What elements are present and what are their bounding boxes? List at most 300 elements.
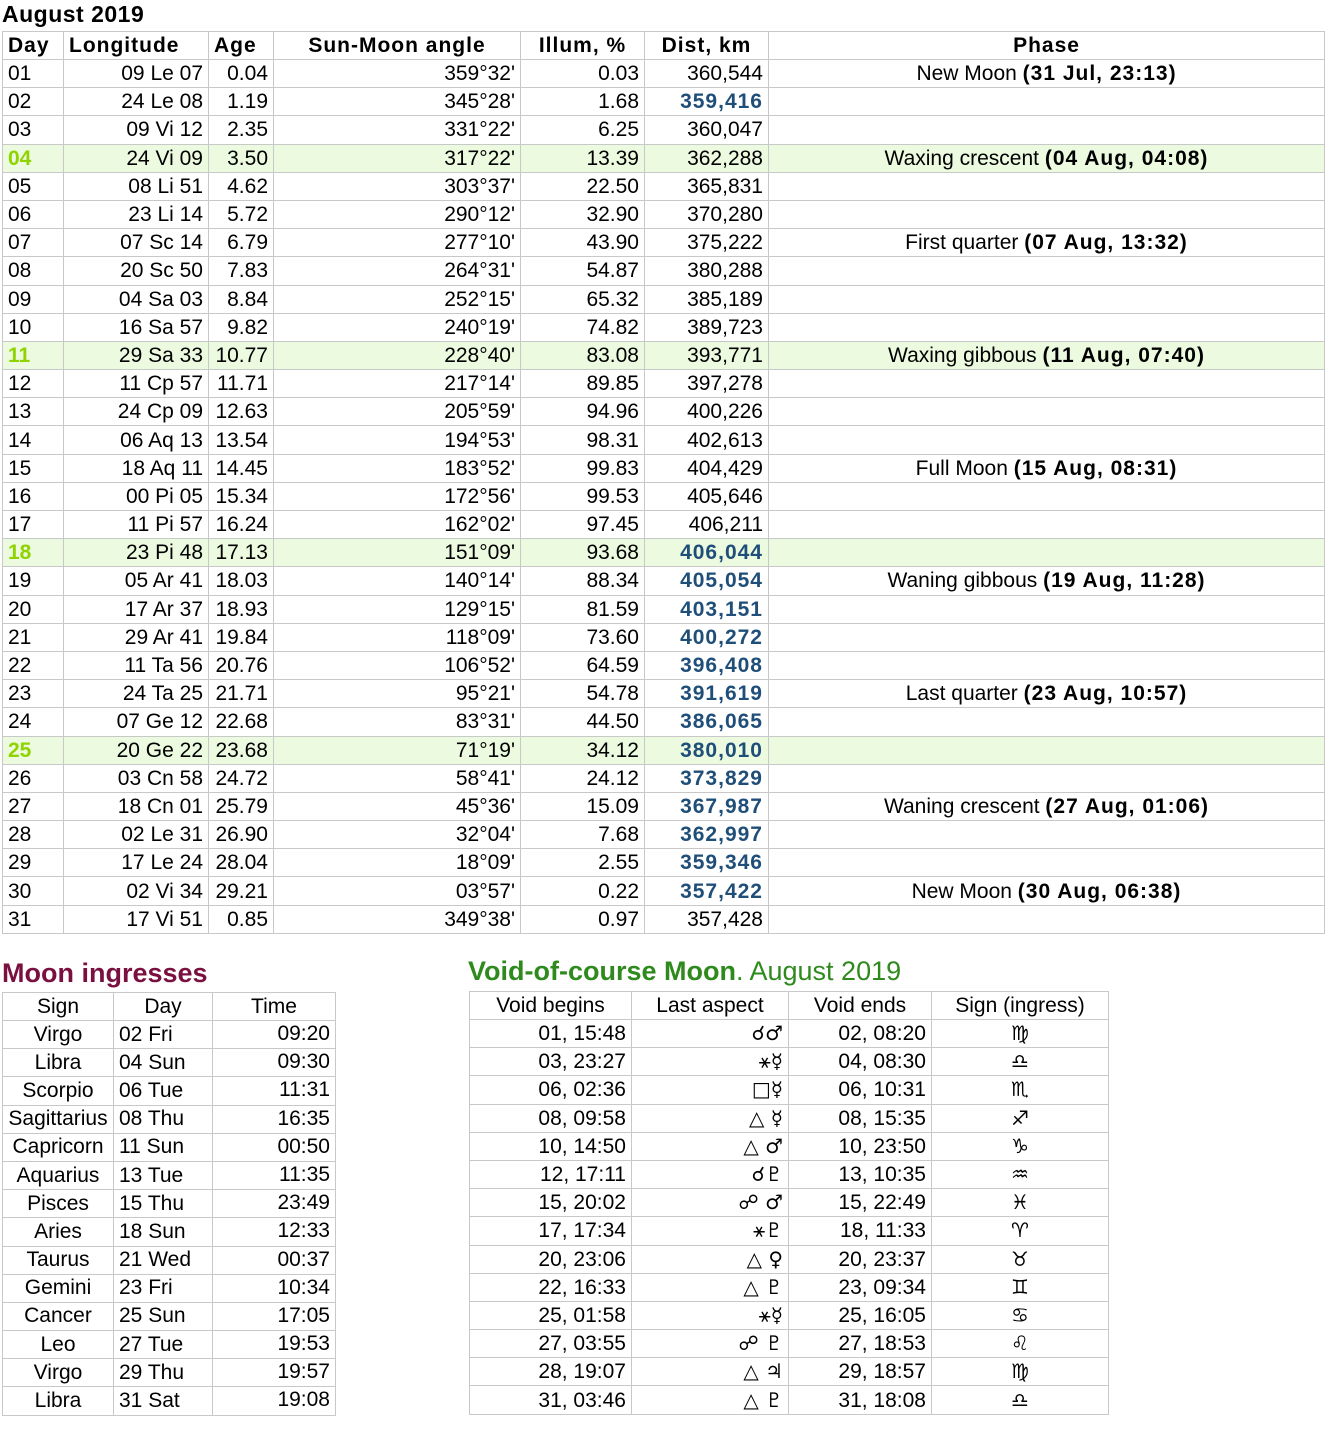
dist-cell (645, 426, 769, 454)
table-row (3, 482, 1325, 510)
ingress-sign-cell: Virgo (3, 1021, 114, 1049)
angle-cell: 18°09' (274, 849, 521, 877)
dist-value: 405,646 (687, 484, 763, 508)
dist-value: 380,288 (687, 259, 763, 283)
dist-cell (645, 454, 769, 482)
phase-name: Waning crescent (883, 794, 1046, 818)
illum-cell: 83.08 (521, 341, 645, 369)
sign-ingress-cell: ♏ (932, 1076, 1109, 1104)
illum-cell: 44.50 (521, 708, 645, 736)
dist-value: 396,408 (680, 654, 763, 678)
dist-value: 375,222 (687, 231, 763, 255)
void-begins-cell: 01, 15:48 (470, 1020, 632, 1048)
phase-cell (769, 144, 1325, 172)
ingress-time-cell: 09:30 (213, 1049, 336, 1077)
table-row (3, 229, 1325, 257)
longitude-cell: 04 Sa 03 (64, 285, 209, 313)
ingress-time-cell: 10:34 (213, 1274, 336, 1302)
phase-cell (769, 370, 1325, 398)
table-row (3, 511, 1325, 539)
table-row (3, 341, 1325, 369)
phase-cell (769, 116, 1325, 144)
table-row (3, 1246, 336, 1274)
phase-cell (769, 595, 1325, 623)
table-row (470, 1330, 1109, 1358)
longitude-cell: 24 Cp 09 (64, 398, 209, 426)
ingress-day-cell: 11 Sun (114, 1133, 213, 1161)
age-cell: 18.93 (209, 595, 274, 623)
void-ends-cell: 31, 18:08 (789, 1386, 932, 1414)
table-row (470, 1301, 1109, 1329)
dist-value: 365,831 (687, 174, 763, 198)
age-cell: 16.24 (209, 511, 274, 539)
illum-cell: 0.22 (521, 877, 645, 905)
angle-cell: 03°57' (274, 877, 521, 905)
table-row (470, 1132, 1109, 1160)
sign-ingress-cell: ♋ (932, 1301, 1109, 1329)
col-header-phase: Phase (769, 32, 1325, 60)
dist-value: 359,346 (680, 851, 763, 875)
last-aspect-cell: ☍ ♂ (632, 1189, 789, 1217)
void-begins-cell: 28, 19:07 (470, 1358, 632, 1386)
dist-value: 400,226 (687, 400, 763, 424)
longitude-cell: 18 Cn 01 (64, 792, 209, 820)
dist-cell (645, 144, 769, 172)
ingress-sign-cell: Aries (3, 1218, 114, 1246)
col-header-sun-moon-angle: Sun-Moon angle (274, 32, 521, 60)
void-ends-cell: 13, 10:35 (789, 1160, 932, 1188)
void-ends-cell: 08, 15:35 (789, 1104, 932, 1132)
age-cell: 15.34 (209, 482, 274, 510)
table-row (3, 257, 1325, 285)
illum-cell: 99.53 (521, 482, 645, 510)
dist-value: 360,047 (687, 118, 763, 142)
angle-cell: 45°36' (274, 792, 521, 820)
illum-cell: 99.83 (521, 454, 645, 482)
age-cell: 0.04 (209, 60, 274, 88)
angle-cell: 183°52' (274, 454, 521, 482)
ingress-day-cell: 29 Thu (114, 1359, 213, 1387)
illum-cell: 93.68 (521, 539, 645, 567)
table-row (3, 1218, 336, 1246)
table-row (3, 1161, 336, 1189)
age-cell: 29.21 (209, 877, 274, 905)
table-row (3, 1133, 336, 1161)
angle-cell: 331°22' (274, 116, 521, 144)
illum-cell: 65.32 (521, 285, 645, 313)
day-cell: 04 (3, 144, 64, 172)
col-header-last-aspect: Last aspect (632, 992, 789, 1020)
longitude-cell: 17 Le 24 (64, 849, 209, 877)
dist-cell (645, 370, 769, 398)
dist-value: 385,189 (687, 287, 763, 311)
table-row (3, 1274, 336, 1302)
phase-cell (769, 257, 1325, 285)
ingress-time-cell: 00:50 (213, 1133, 336, 1161)
table-row (3, 398, 1325, 426)
void-ends-cell: 10, 23:50 (789, 1132, 932, 1160)
age-cell: 28.04 (209, 849, 274, 877)
illum-cell: 34.12 (521, 736, 645, 764)
ingress-sign-cell: Gemini (3, 1274, 114, 1302)
day-cell: 02 (3, 88, 64, 116)
phase-cell (769, 792, 1325, 820)
dist-cell (645, 792, 769, 820)
longitude-cell: 17 Vi 51 (64, 905, 209, 933)
last-aspect-cell: ⚹☿ (632, 1048, 789, 1076)
day-cell: 30 (3, 877, 64, 905)
dist-value: 367,987 (680, 794, 763, 818)
col-header-sign: Sign (3, 993, 114, 1021)
ingress-day-cell: 25 Sun (114, 1302, 213, 1330)
dist-value: 360,544 (687, 62, 763, 86)
void-begins-cell: 10, 14:50 (470, 1132, 632, 1160)
illum-cell: 24.12 (521, 764, 645, 792)
col-header-time: Time (213, 993, 336, 1021)
phase-cell (769, 905, 1325, 933)
ingress-time-cell: 11:31 (213, 1077, 336, 1105)
col-header-illum: Illum, % (521, 32, 645, 60)
dist-value: 406,211 (688, 513, 763, 537)
ingress-sign-cell: Libra (3, 1387, 114, 1415)
dist-cell (645, 313, 769, 341)
table-row (470, 1273, 1109, 1301)
day-cell: 03 (3, 116, 64, 144)
last-aspect-cell: ⚹☿ (632, 1301, 789, 1329)
phase-date: (30 Aug, 06:38) (1017, 879, 1182, 903)
sign-ingress-cell: ♊ (932, 1273, 1109, 1301)
table-row (3, 821, 1325, 849)
void-begins-cell: 27, 03:55 (470, 1330, 632, 1358)
longitude-cell: 02 Vi 34 (64, 877, 209, 905)
dist-cell (645, 849, 769, 877)
day-cell: 23 (3, 680, 64, 708)
table-row (3, 680, 1325, 708)
day-cell: 05 (3, 172, 64, 200)
day-cell: 29 (3, 849, 64, 877)
ingress-time-cell: 16:35 (213, 1105, 336, 1133)
ingress-sign-cell: Pisces (3, 1190, 114, 1218)
dist-cell (645, 821, 769, 849)
longitude-cell: 29 Sa 33 (64, 341, 209, 369)
sign-ingress-cell: ♍ (932, 1020, 1109, 1048)
last-aspect-cell: □☿ (632, 1076, 789, 1104)
ingress-time-cell: 09:20 (213, 1021, 336, 1049)
illum-cell: 1.68 (521, 88, 645, 116)
void-begins-cell: 22, 16:33 (470, 1273, 632, 1301)
angle-cell: 95°21' (274, 680, 521, 708)
void-begins-cell: 08, 09:58 (470, 1104, 632, 1132)
dist-cell (645, 511, 769, 539)
table-row (3, 1359, 336, 1387)
table-row (470, 1020, 1109, 1048)
dist-cell (645, 877, 769, 905)
age-cell: 8.84 (209, 285, 274, 313)
void-begins-cell: 20, 23:06 (470, 1245, 632, 1273)
ingress-time-cell: 19:57 (213, 1359, 336, 1387)
table-row (3, 1021, 336, 1049)
day-cell: 17 (3, 511, 64, 539)
dist-value: 393,771 (687, 343, 763, 367)
table-row (3, 172, 1325, 200)
illum-cell: 89.85 (521, 370, 645, 398)
angle-cell: 118°09' (274, 623, 521, 651)
longitude-cell: 05 Ar 41 (64, 567, 209, 595)
ingresses-table-header (3, 993, 336, 1021)
age-cell: 1.19 (209, 88, 274, 116)
phase-date: (23 Aug, 10:57) (1023, 682, 1188, 706)
illum-cell: 13.39 (521, 144, 645, 172)
illum-cell: 97.45 (521, 511, 645, 539)
dist-cell (645, 60, 769, 88)
age-cell: 14.45 (209, 454, 274, 482)
table-row (3, 849, 1325, 877)
phase-cell (769, 511, 1325, 539)
table-row (3, 1105, 336, 1133)
dist-value: 391,619 (680, 682, 763, 706)
ingress-time-cell: 17:05 (213, 1302, 336, 1330)
angle-cell: 58°41' (274, 764, 521, 792)
table-row (470, 1245, 1109, 1273)
table-row (3, 60, 1325, 88)
angle-cell: 129°15' (274, 595, 521, 623)
table-row (3, 426, 1325, 454)
page-title: August 2019 (2, 1, 145, 27)
longitude-cell: 07 Sc 14 (64, 229, 209, 257)
longitude-cell: 17 Ar 37 (64, 595, 209, 623)
lunar-table-header (3, 32, 1325, 60)
void-begins-cell: 25, 01:58 (470, 1301, 632, 1329)
angle-cell: 349°38' (274, 905, 521, 933)
day-cell: 06 (3, 200, 64, 228)
dist-value: 400,272 (680, 625, 763, 649)
ingress-day-cell: 27 Tue (114, 1331, 213, 1359)
dist-cell (645, 539, 769, 567)
void-ends-cell: 20, 23:37 (789, 1245, 932, 1273)
age-cell: 3.50 (209, 144, 274, 172)
ingress-sign-cell: Sagittarius (3, 1105, 114, 1133)
dist-cell (645, 482, 769, 510)
moon-ingresses-title: Moon ingresses (2, 958, 208, 988)
angle-cell: 71°19' (274, 736, 521, 764)
void-ends-cell: 04, 08:30 (789, 1048, 932, 1076)
table-row (470, 1358, 1109, 1386)
lunar-table (2, 31, 1325, 934)
col-header-void-begins: Void begins (470, 992, 632, 1020)
phase-cell (769, 200, 1325, 228)
phase-name: First quarter (905, 231, 1025, 255)
col-header-age: Age (209, 32, 274, 60)
angle-cell: 151°09' (274, 539, 521, 567)
day-cell: 10 (3, 313, 64, 341)
longitude-cell: 00 Pi 05 (64, 482, 209, 510)
phase-date: (07 Aug, 13:32) (1024, 231, 1188, 255)
age-cell: 10.77 (209, 341, 274, 369)
void-ends-cell: 15, 22:49 (789, 1189, 932, 1217)
dist-cell (645, 257, 769, 285)
table-row (3, 905, 1325, 933)
table-row (470, 1104, 1109, 1132)
ingress-day-cell: 02 Fri (114, 1021, 213, 1049)
age-cell: 12.63 (209, 398, 274, 426)
age-cell: 0.85 (209, 905, 274, 933)
last-aspect-cell: △ ♂ (632, 1132, 789, 1160)
day-cell: 22 (3, 651, 64, 679)
ingress-day-cell: 06 Tue (114, 1077, 213, 1105)
day-cell: 08 (3, 257, 64, 285)
illum-cell: 88.34 (521, 567, 645, 595)
void-table (469, 991, 1109, 1415)
phase-cell (769, 708, 1325, 736)
ingress-time-cell: 19:53 (213, 1331, 336, 1359)
phase-cell (769, 877, 1325, 905)
illum-cell: 0.03 (521, 60, 645, 88)
void-ends-cell: 06, 10:31 (789, 1076, 932, 1104)
table-row (3, 623, 1325, 651)
sign-ingress-cell: ♓ (932, 1189, 1109, 1217)
age-cell: 13.54 (209, 426, 274, 454)
age-cell: 4.62 (209, 172, 274, 200)
table-row (470, 1217, 1109, 1245)
day-cell: 07 (3, 229, 64, 257)
last-aspect-cell: ☌♂ (632, 1020, 789, 1048)
day-cell: 19 (3, 567, 64, 595)
age-cell: 7.83 (209, 257, 274, 285)
ingress-sign-cell: Capricorn (3, 1133, 114, 1161)
sign-ingress-cell: ♎ (932, 1048, 1109, 1076)
table-row (3, 651, 1325, 679)
age-cell: 2.35 (209, 116, 274, 144)
void-ends-cell: 23, 09:34 (789, 1273, 932, 1301)
last-aspect-cell: △ ♃ (632, 1358, 789, 1386)
ingresses-table (2, 992, 336, 1416)
ingress-day-cell: 23 Fri (114, 1274, 213, 1302)
last-aspect-cell: ☍ ♇ (632, 1330, 789, 1358)
angle-cell: 172°56' (274, 482, 521, 510)
longitude-cell: 11 Ta 56 (64, 651, 209, 679)
longitude-cell: 24 Vi 09 (64, 144, 209, 172)
ingress-time-cell: 12:33 (213, 1218, 336, 1246)
dist-value: 370,280 (687, 203, 763, 227)
dist-value: 380,010 (680, 738, 763, 762)
longitude-cell: 07 Ge 12 (64, 708, 209, 736)
col-header-dist: Dist, km (645, 32, 769, 60)
void-ends-cell: 02, 08:20 (789, 1020, 932, 1048)
age-cell: 17.13 (209, 539, 274, 567)
dist-cell (645, 595, 769, 623)
phase-cell (769, 567, 1325, 595)
last-aspect-cell: △ ☿ (632, 1104, 789, 1132)
void-ends-cell: 18, 11:33 (789, 1217, 932, 1245)
sign-ingress-cell: ♍ (932, 1358, 1109, 1386)
phase-cell (769, 482, 1325, 510)
table-row (3, 764, 1325, 792)
illum-cell: 32.90 (521, 200, 645, 228)
phase-cell (769, 398, 1325, 426)
angle-cell: 277°10' (274, 229, 521, 257)
longitude-cell: 23 Li 14 (64, 200, 209, 228)
dist-cell (645, 341, 769, 369)
dist-cell (645, 623, 769, 651)
dist-cell (645, 88, 769, 116)
void-ends-cell: 27, 18:53 (789, 1330, 932, 1358)
phase-cell (769, 764, 1325, 792)
age-cell: 6.79 (209, 229, 274, 257)
illum-cell: 22.50 (521, 172, 645, 200)
day-cell: 28 (3, 821, 64, 849)
table-row (3, 736, 1325, 764)
col-header-day: Day (3, 32, 64, 60)
longitude-cell: 09 Le 07 (64, 60, 209, 88)
day-cell: 26 (3, 764, 64, 792)
longitude-cell: 24 Ta 25 (64, 680, 209, 708)
phase-cell (769, 849, 1325, 877)
col-header-void-ends: Void ends (789, 992, 932, 1020)
ingress-sign-cell: Cancer (3, 1302, 114, 1330)
age-cell: 22.68 (209, 708, 274, 736)
illum-cell: 15.09 (521, 792, 645, 820)
dist-value: 404,429 (687, 456, 763, 480)
angle-cell: 162°02' (274, 511, 521, 539)
table-row (3, 708, 1325, 736)
longitude-cell: 11 Cp 57 (64, 370, 209, 398)
ingress-day-cell: 13 Tue (114, 1161, 213, 1189)
void-begins-cell: 12, 17:11 (470, 1160, 632, 1188)
longitude-cell: 24 Le 08 (64, 88, 209, 116)
age-cell: 24.72 (209, 764, 274, 792)
day-cell: 01 (3, 60, 64, 88)
longitude-cell: 20 Ge 22 (64, 736, 209, 764)
table-row (3, 595, 1325, 623)
day-cell: 18 (3, 539, 64, 567)
angle-cell: 228°40' (274, 341, 521, 369)
angle-cell: 83°31' (274, 708, 521, 736)
last-aspect-cell: △ ♇ (632, 1273, 789, 1301)
table-row (3, 1302, 336, 1330)
longitude-cell: 29 Ar 41 (64, 623, 209, 651)
angle-cell: 264°31' (274, 257, 521, 285)
angle-cell: 359°32' (274, 60, 521, 88)
dist-cell (645, 172, 769, 200)
dist-cell (645, 905, 769, 933)
void-begins-cell: 15, 20:02 (470, 1189, 632, 1217)
dist-cell (645, 567, 769, 595)
dist-value: 373,829 (680, 766, 763, 790)
phase-name: Full Moon (915, 456, 1014, 480)
dist-cell (645, 398, 769, 426)
longitude-cell: 18 Aq 11 (64, 454, 209, 482)
table-row (3, 877, 1325, 905)
dist-value: 406,044 (680, 541, 763, 565)
void-ends-cell: 25, 16:05 (789, 1301, 932, 1329)
phase-name: New Moon (911, 879, 1018, 903)
phase-cell (769, 285, 1325, 313)
phase-cell (769, 623, 1325, 651)
last-aspect-cell: △ ♇ (632, 1386, 789, 1414)
age-cell: 25.79 (209, 792, 274, 820)
day-cell: 16 (3, 482, 64, 510)
illum-cell: 81.59 (521, 595, 645, 623)
ingress-day-cell: 08 Thu (114, 1105, 213, 1133)
void-title-rest: . August 2019 (735, 956, 902, 986)
dist-cell (645, 736, 769, 764)
dist-value: 402,613 (687, 428, 763, 452)
table-row (3, 454, 1325, 482)
phase-cell (769, 60, 1325, 88)
illum-cell: 64.59 (521, 651, 645, 679)
sign-ingress-cell: ♌ (932, 1330, 1109, 1358)
day-cell: 31 (3, 905, 64, 933)
